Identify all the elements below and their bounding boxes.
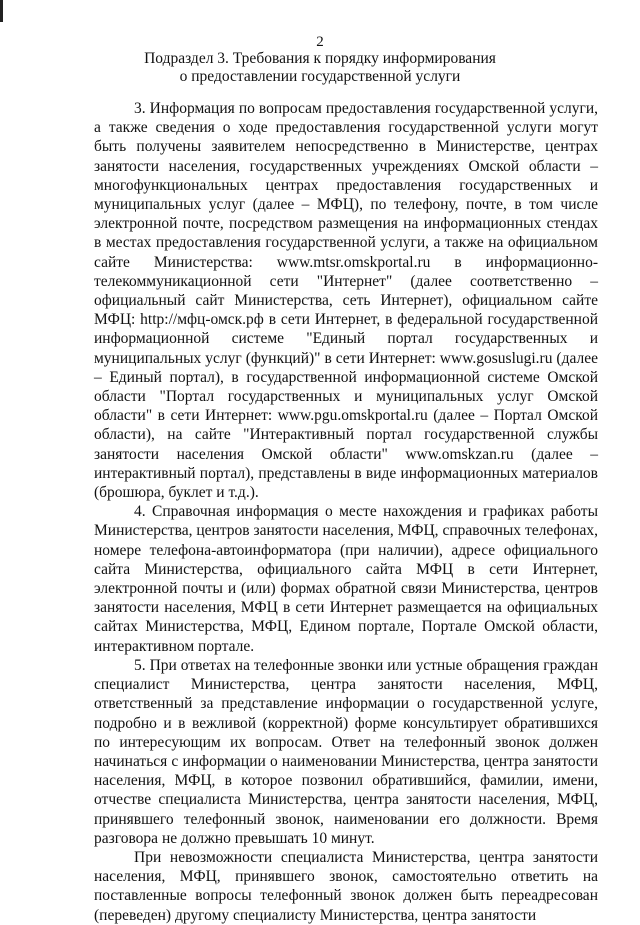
paragraph-item-3: 3. Информация по вопросам предоставления государственной услуги, а также сведения о ходе предоставления государственной услуги могут быть получены заявителем непосредственно в Министерстве, центрах занятости населения, государственных учреждениях Омской области – многофункциональных центрах предоставления государственных и муниципальных услуг (далее – МФЦ), по телефону, почте, в том числе электронной почте, посредством размещения на информационных стендах в местах предоставления государственной услуги, а также на официальном сайте Министерства: www.mtsr.omskportal.ru в информационно-телекоммуникационной сети "Интернет" (далее соответственно – официальный сайт Министерства, сеть Интернет), официальном сайте МФЦ: http://мфц-омск.рф в сети Интернет, в федеральной государственной информационной системе "Единый портал государственных и муниципальных услуг (функций)" в сети Интернет: www.gosuslugi.ru (далее – Единый портал), в государственной информационной системе Омской области "Портал государственных и муниципальных услуг Омской области" в сети Интернет: www.pgu.omskportal.ru (далее – Портал Омской области), на сайте "Интерактивный портал государственной службы занятости населения Омской области" www.omskzan.ru (далее – интерактивный портал), представлены в виде информационных материалов (брошюра, буклет и т.д.). xyxy=(94,100,598,502)
page-edge-mark xyxy=(0,0,3,22)
page-number: 2 xyxy=(316,34,324,50)
section-heading-line-2: о предоставлении государственной услуги xyxy=(179,68,461,85)
paragraph-item-4: 4. Справочная информация о месте нахождения и графиках работы Министерства, центров занятости населения, МФЦ, справочных телефонах, номере телефона-автоинформатора (при наличии), адресе официального сайта Министерства, официального сайта МФЦ в сети Интернет, электронной почты и (или) формах обратной связи Министерства, центров занятости населения, МФЦ в сети Интернет размещается на официальных сайтах Министерства, МФЦ, Едином портале, Портале Омской области, интерактивном портале. xyxy=(94,503,598,655)
document-body xyxy=(94,99,598,925)
paragraph-continuation: При невозможности специалиста Министерства, центра занятости населения, МФЦ, принявшего звонок, самостоятельно ответить на поставленные вопросы телефонный звонок должен быть переадресован (переведен) другому специалисту Министерства, центра занятости xyxy=(94,848,598,924)
paragraph-item-5: 5. При ответах на телефонные звонки или устные обращения граждан специалист Министерства, центра занятости населения, МФЦ, ответственный за представление информации о государственной услуге, подробно и в вежливой (корректной) форме консультирует обратившихся по интересующим их вопросам. Ответ на телефонный звонок должен начинаться с информации о наименовании Министерства, центра занятости населения, МФЦ, в которое позвонил обратившийся, фамилии, имени, отчестве специалиста Министерства, центра занятости населения, МФЦ, принявшего телефонный звонок, наименовании его должности. Время разговора не должно превышать 10 минут. xyxy=(94,656,598,847)
section-heading-line-1: Подраздел 3. Требования к порядку информирования xyxy=(144,50,496,67)
section-heading xyxy=(60,50,580,86)
